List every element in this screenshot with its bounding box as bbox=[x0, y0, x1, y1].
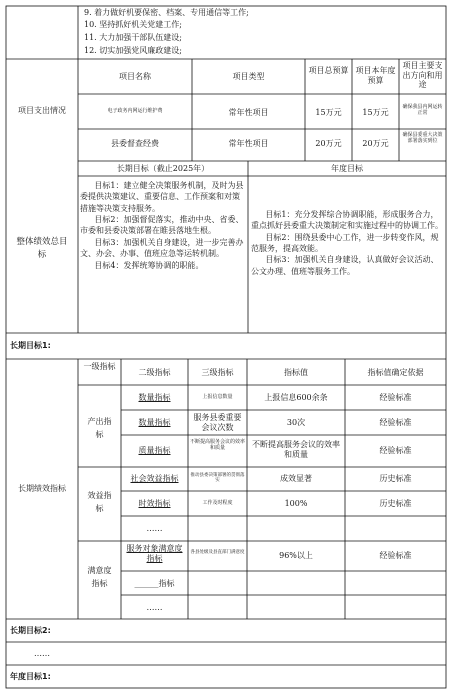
header-level3: 三级指标 bbox=[201, 368, 234, 377]
intro-line: 12. 切实加强党风廉政建设; bbox=[84, 46, 182, 55]
indicator-value: 不断提高服务会议的效率和质量 bbox=[252, 440, 340, 459]
indicator-value: 成效显著 bbox=[280, 474, 312, 483]
header-level1: 一级指标 bbox=[83, 362, 116, 371]
goals-section-label: 整体绩效总目标 bbox=[16, 237, 68, 260]
level1-output: 产出指标 bbox=[87, 417, 112, 439]
long-term-goal-header: 长期目标（截止2025年） bbox=[116, 164, 210, 173]
indicator-basis: 经验标准 bbox=[379, 551, 412, 560]
annual-goal-header: 年度目标 bbox=[331, 164, 363, 173]
row1-name: 电子政务内网运行维护费 bbox=[107, 108, 163, 114]
annual-goal-item: 目标3：加强机关自身建设，认真做好会议活动、公文办理、值班等服务工作。 bbox=[251, 255, 439, 276]
long-term-goal-2-label: 长期目标2: bbox=[10, 626, 51, 635]
annual-goal-item: 目标2：围绕县委中心工作，进一步转变作风，规范服务，提高效能。 bbox=[251, 232, 439, 254]
header-project-name: 项目名称 bbox=[119, 72, 151, 81]
header-total-budget: 项目总预算 bbox=[308, 66, 349, 75]
level1-satisfaction: 满意度指标 bbox=[87, 566, 112, 588]
indicator-level2: 数量指标 bbox=[138, 418, 171, 427]
level1-benefit: 效益指标 bbox=[87, 491, 112, 513]
intro-line: 9. 着力做好机要保密、档案、专用通信等工作; bbox=[84, 8, 249, 17]
indicator-level2: ______指标 bbox=[134, 579, 175, 588]
annual-goal-1-label: 年度目标1: bbox=[10, 672, 51, 681]
indicator-value: 30次 bbox=[286, 418, 306, 427]
indicator-level3: 推动县委决策部署的贯彻落实 bbox=[190, 473, 245, 484]
indicator-basis: 经验标准 bbox=[379, 418, 412, 427]
ellipsis: …… bbox=[34, 649, 50, 658]
indicator-value: 上报信息600余条 bbox=[264, 393, 328, 402]
long-term-goal-item: 目标4：发挥统筹协调的职能。 bbox=[94, 260, 204, 270]
indicator-basis: 经验标准 bbox=[379, 393, 412, 402]
indicator-level2: …… bbox=[146, 603, 163, 612]
header-basis: 指标值确定依据 bbox=[367, 368, 424, 377]
indicator-basis: 历史标准 bbox=[379, 474, 412, 483]
indicator-level2: 时效指标 bbox=[138, 499, 171, 508]
expenditure-section-label: 项目支出情况 bbox=[18, 106, 66, 115]
indicator-level2: 社会效益指标 bbox=[130, 474, 179, 483]
header-project-type: 项目类型 bbox=[232, 72, 265, 81]
header-purpose: 项目主要支出方向和用途 bbox=[402, 61, 443, 90]
row2-name: 县委督查经费 bbox=[111, 139, 159, 148]
indicator-level2: …… bbox=[146, 524, 163, 533]
indicator-basis: 经验标准 bbox=[379, 446, 412, 455]
row2-purpose: 确保县委重大决策部署落实到位 bbox=[402, 132, 443, 144]
indicator-level3: 各县处级及县直部门满意度 bbox=[190, 550, 245, 555]
long-term-goal-1-label: 长期目标1: bbox=[10, 341, 51, 350]
long-term-goal-item: 目标3：加强机关自身建设，进一步完善办文、办会、办事、值班应急等运转机制。 bbox=[80, 237, 244, 259]
long-term-goal-item: 目标1：建立健全决策服务机制，及时为县委提供决策建议、重要信息、工作预案和对策措施等决策支持服务。 bbox=[80, 181, 244, 213]
indicator-level2: 数量指标 bbox=[138, 393, 171, 402]
header-value: 指标值 bbox=[284, 368, 308, 377]
indicator-basis: 历史标准 bbox=[379, 499, 412, 508]
intro-line: 11. 大力加强干部队伍建设; bbox=[84, 33, 182, 42]
row2-annual: 20万元 bbox=[362, 139, 389, 148]
header-annual-budget: 项目本年度预算 bbox=[355, 66, 396, 85]
header-level2: 二级指标 bbox=[138, 368, 171, 377]
long-term-goal-item: 目标2：加强督促落实，推动中央、省委、市委和县委决策部署在睢县落地生根。 bbox=[80, 215, 244, 236]
row1-type: 常年性项目 bbox=[228, 108, 269, 117]
row2-type: 常年性项目 bbox=[228, 139, 269, 148]
long-term-perf-label: 长期绩效指标 bbox=[18, 484, 66, 493]
indicator-level2: 服务对象满意度指标 bbox=[126, 544, 183, 564]
indicator-level3: 服务县委重要会议次数 bbox=[193, 413, 242, 432]
row1-total: 15万元 bbox=[315, 108, 342, 117]
indicator-level2: 质量指标 bbox=[138, 446, 171, 455]
row2-total: 20万元 bbox=[315, 139, 342, 148]
indicator-level3: 不断提高服务会议的效率和质量 bbox=[190, 439, 246, 451]
annual-goal-item: 目标1：充分发挥综合协调职能，形成服务合力，重点抓好县委重大决策制定和实施过程中的协调工作。 bbox=[251, 210, 443, 231]
indicator-value: 96%以上 bbox=[279, 551, 313, 560]
row1-annual: 15万元 bbox=[362, 108, 389, 117]
intro-line: 10. 坚持抓好机关党建工作; bbox=[84, 20, 182, 29]
indicator-level3: 上报信息数量 bbox=[202, 394, 233, 400]
row1-purpose: 确保我县内网运转正常 bbox=[402, 104, 443, 116]
long-term-goal-text bbox=[80, 180, 246, 271]
annual-goal-text bbox=[251, 209, 443, 277]
indicator-value: 100% bbox=[284, 499, 308, 508]
indicator-level3: 工作及时程度 bbox=[202, 500, 233, 506]
